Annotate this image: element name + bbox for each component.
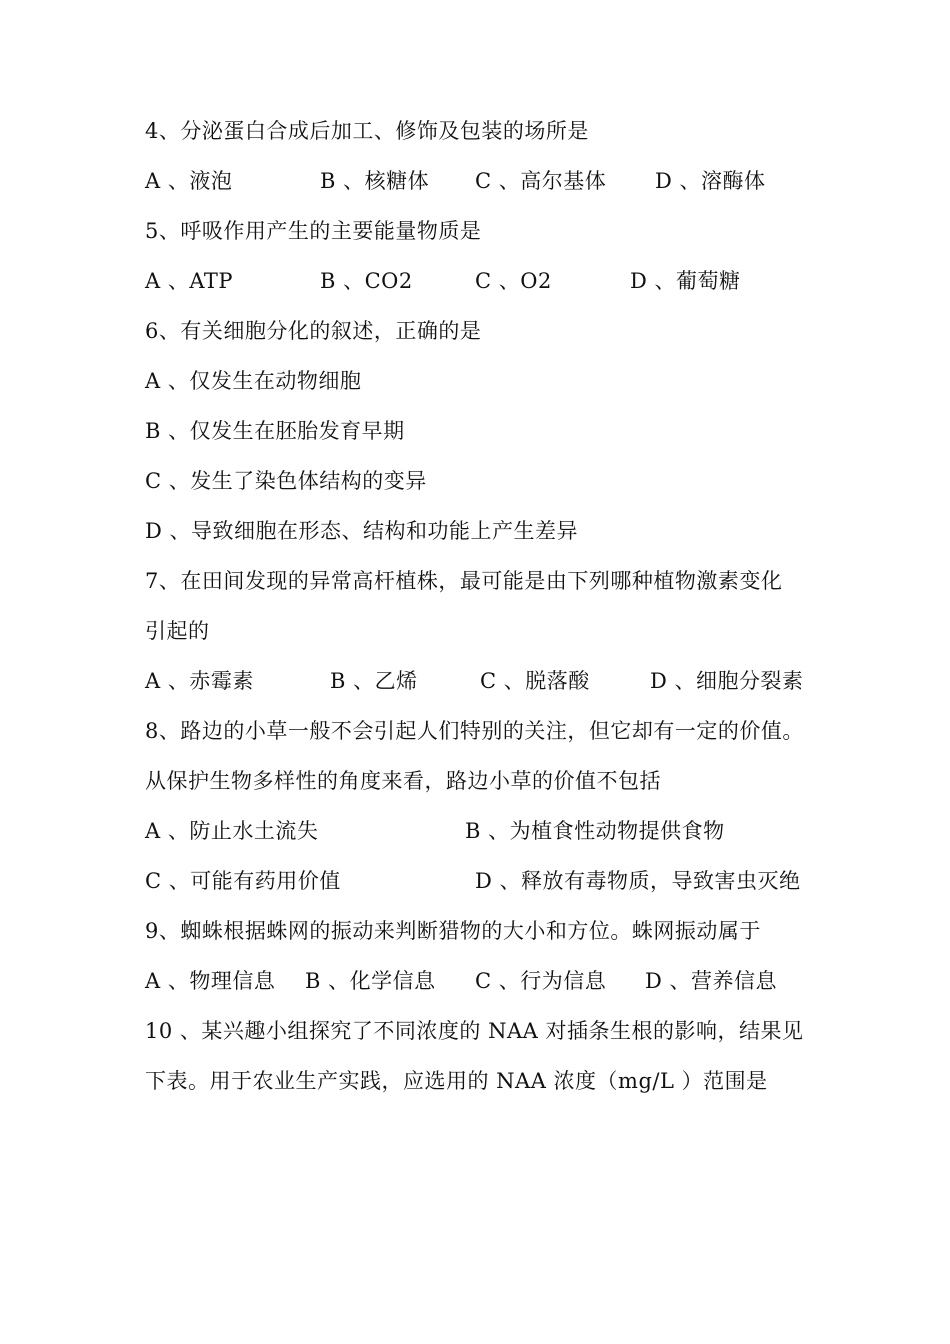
- question-4-stem: 4、分泌蛋白合成后加工、修饰及包装的场所是: [145, 119, 589, 143]
- option-a: A 、防止水土流失: [145, 819, 319, 843]
- option-b: B 、仅发生在胚胎发育早期: [145, 419, 405, 443]
- question-7-stem-line-1: 7、在田间发现的异常高杆植株，最可能是由下列哪种植物激素变化: [145, 569, 783, 593]
- option-c: C 、发生了染色体结构的变异: [145, 469, 427, 493]
- option-b: B 、核糖体: [320, 169, 430, 193]
- question-9-options: [145, 967, 845, 995]
- option-c: C 、脱落酸: [480, 669, 590, 693]
- question-10-stem-line-2: 下表。用于农业生产实践，应选用的 NAA 浓度（mg/L ）范围是: [145, 1069, 768, 1093]
- option-b: B 、为植食性动物提供食物: [465, 819, 725, 843]
- question-7-options: [145, 667, 845, 695]
- question-9-stem: 9、蜘蛛根据蛛网的振动来判断猎物的大小和方位。蛛网振动属于: [145, 919, 761, 943]
- question-8-stem-line-1: 8、路边的小草一般不会引起人们特别的关注，但它却有一定的价值。: [145, 719, 804, 743]
- option-c: C 、O2: [475, 269, 552, 293]
- option-c: C 、可能有药用价值: [145, 869, 341, 893]
- option-a: A 、ATP: [145, 269, 233, 293]
- option-a: A 、仅发生在动物细胞: [145, 369, 362, 393]
- question-5-options: [145, 267, 845, 295]
- option-c: C 、高尔基体: [475, 169, 607, 193]
- option-a: A 、赤霉素: [145, 669, 254, 693]
- option-c: C 、行为信息: [475, 969, 607, 993]
- option-d: D 、导致细胞在形态、结构和功能上产生差异: [145, 519, 579, 543]
- question-4-options: [145, 167, 845, 195]
- option-a: A 、物理信息: [145, 969, 276, 993]
- option-d: D 、细胞分裂素: [650, 669, 804, 693]
- option-a: A 、液泡: [145, 169, 233, 193]
- option-d: D 、营养信息: [645, 969, 778, 993]
- option-b: B 、化学信息: [305, 969, 436, 993]
- question-7-stem-line-2: 引起的: [145, 619, 210, 643]
- question-5-stem: 5、呼吸作用产生的主要能量物质是: [145, 219, 482, 243]
- option-d: D 、葡萄糖: [630, 269, 741, 293]
- option-b: B 、CO2: [320, 269, 413, 293]
- option-d: D 、溶酶体: [655, 169, 766, 193]
- option-b: B 、乙烯: [330, 669, 418, 693]
- question-10-stem-line-1: 10 、某兴趣小组探究了不同浓度的 NAA 对插条生根的影响，结果见: [145, 1019, 804, 1043]
- question-8-options-row-1: [145, 817, 845, 845]
- question-8-options-row-2: [145, 867, 845, 895]
- option-d: D 、释放有毒物质，导致害虫灭绝: [475, 869, 801, 893]
- question-8-stem-line-2: 从保护生物多样性的角度来看，路边小草的价值不包括: [145, 769, 661, 793]
- question-6-stem: 6、有关细胞分化的叙述，正确的是: [145, 319, 482, 343]
